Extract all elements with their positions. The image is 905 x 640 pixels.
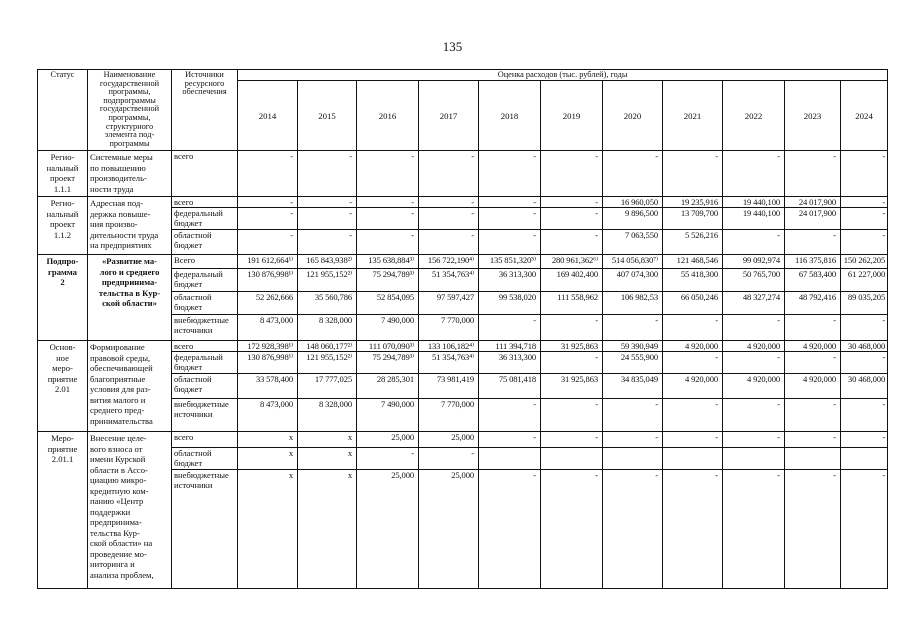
value-cell-2020: 9 896,500	[603, 208, 663, 230]
value-cell-2016: 7 490,000	[357, 315, 419, 341]
program-name-cell: Внесение целе- вого взноса от имени Курской области в Ассо- циацию микро- кредитную ком- панию «Центр поддержки предпринима- тельства Кур- ской области» на проведение мо- ниторинга и анализа проблем,	[88, 432, 172, 589]
value-cell-2023: 4 920,000	[785, 374, 841, 399]
budget-estimate-table	[37, 69, 888, 589]
table-row	[38, 151, 888, 197]
section-1	[38, 151, 888, 197]
value-cell-2016: 75 294,789³⁾	[357, 352, 419, 374]
value-cell-2018: 36 313,300	[479, 269, 541, 292]
value-cell-2015: x	[298, 470, 357, 589]
value-cell-2023: 24 017,900	[785, 208, 841, 230]
value-cell-2016: -	[357, 208, 419, 230]
value-cell-2014: -	[238, 197, 298, 208]
status-cell: Основ- ное меро- приятие 2.01	[38, 341, 88, 432]
program-name-cell: «Развитие ма- лого и среднего предпринима- тельства в Кур- ской области»	[88, 255, 172, 341]
value-cell-2024: -	[841, 352, 888, 374]
value-cell-2024: 150 262,205	[841, 255, 888, 269]
value-cell-2019: 111 558,962	[541, 292, 603, 315]
value-cell-2015: -	[298, 197, 357, 208]
value-cell-2023: -	[785, 399, 841, 432]
status-cell: Регио- нальный проект 1.1.1	[38, 151, 88, 197]
value-cell-2016: 75 294,789³⁾	[357, 269, 419, 292]
header-year-2018: 2018	[479, 81, 541, 151]
value-cell-2020: -	[603, 470, 663, 589]
value-cell-2021: 121 468,546	[663, 255, 723, 269]
value-cell-2016: 28 285,301	[357, 374, 419, 399]
value-cell-2019: -	[541, 208, 603, 230]
value-cell-2018: -	[479, 399, 541, 432]
header-year-2016: 2016	[357, 81, 419, 151]
value-cell-2017: 7 770,000	[419, 399, 479, 432]
program-name-cell: Системные меры по повышению производитель- ности труда	[88, 151, 172, 197]
value-cell-2022: 50 765,700	[723, 269, 785, 292]
value-cell-2014: x	[238, 470, 298, 589]
value-cell-2014: 52 262,666	[238, 292, 298, 315]
value-cell-2017: -	[419, 151, 479, 197]
value-cell-2019: -	[541, 470, 603, 589]
value-cell-2024: -	[841, 230, 888, 255]
header-year-2015: 2015	[298, 81, 357, 151]
value-cell-2018: -	[479, 230, 541, 255]
value-cell-2014: x	[238, 432, 298, 448]
value-cell-2024: 30 468,000	[841, 341, 888, 352]
source-cell: федеральный бюджет	[172, 352, 238, 374]
value-cell-2020: 7 063,550	[603, 230, 663, 255]
header-year-2019: 2019	[541, 81, 603, 151]
source-cell: Всего	[172, 255, 238, 269]
value-cell-2022: -	[723, 432, 785, 448]
value-cell-2023: 116 375,816	[785, 255, 841, 269]
value-cell-2019: -	[541, 432, 603, 448]
value-cell-2017: 25,000	[419, 432, 479, 448]
value-cell-2015: 8 328,000	[298, 399, 357, 432]
value-cell-2022: 99 092,974	[723, 255, 785, 269]
page-number: 135	[442, 39, 463, 54]
value-cell-2017: -	[419, 230, 479, 255]
value-cell-2023: -	[785, 352, 841, 374]
header-year-2022: 2022	[723, 81, 785, 151]
source-cell: всего	[172, 197, 238, 208]
value-cell-2014: 172 928,398¹⁾	[238, 341, 298, 352]
program-name-cell: Адресная под- держка повыше- ния произво- дительности труда на предприятиях	[88, 197, 172, 255]
header-row-top	[38, 70, 888, 81]
value-cell-2023: -	[785, 230, 841, 255]
value-cell-2014: x	[238, 448, 298, 470]
value-cell-2014: 130 876,998¹⁾	[238, 352, 298, 374]
value-cell-2017: 25,000	[419, 470, 479, 589]
header-sources: Источники ресурсного обеспечения	[172, 70, 238, 151]
value-cell-2021: -	[663, 352, 723, 374]
value-cell-2020: 514 056,830⁷⁾	[603, 255, 663, 269]
value-cell-2016: 7 490,000	[357, 399, 419, 432]
value-cell-2019: -	[541, 230, 603, 255]
source-cell: внебюджетные источники	[172, 399, 238, 432]
source-cell: внебюджетные источники	[172, 470, 238, 589]
value-cell-2016: 111 070,090³⁾	[357, 341, 419, 352]
section-2	[38, 197, 888, 255]
value-cell-2020: -	[603, 151, 663, 197]
value-cell-2018: 99 538,020	[479, 292, 541, 315]
value-cell-2024: -	[841, 197, 888, 208]
value-cell-2021: 66 050,246	[663, 292, 723, 315]
value-cell-2021: 5 526,216	[663, 230, 723, 255]
value-cell-2024: -	[841, 470, 888, 589]
value-cell-2022: -	[723, 470, 785, 589]
value-cell-2021: 19 235,916	[663, 197, 723, 208]
source-cell: федеральный бюджет	[172, 208, 238, 230]
value-cell-2022: -	[723, 399, 785, 432]
value-cell-2021: -	[663, 432, 723, 448]
value-cell-2023: 48 792,416	[785, 292, 841, 315]
value-cell-2019: -	[541, 151, 603, 197]
value-cell-2021: 4 920,000	[663, 341, 723, 352]
value-cell-2022: 4 920,000	[723, 374, 785, 399]
value-cell-2020: 106 982,53	[603, 292, 663, 315]
section-5	[38, 432, 888, 589]
value-cell-2019: 280 961,362⁶⁾	[541, 255, 603, 269]
value-cell-2020: -	[603, 315, 663, 341]
value-cell-2020: 407 074,300	[603, 269, 663, 292]
value-cell-2018: 36 313,300	[479, 352, 541, 374]
value-cell-2023: -	[785, 315, 841, 341]
table-row	[38, 197, 888, 208]
value-cell-2019: -	[541, 399, 603, 432]
value-cell-2020: -	[603, 399, 663, 432]
value-cell-2021: 13 709,700	[663, 208, 723, 230]
value-cell-2022: -	[723, 315, 785, 341]
value-cell-2022	[723, 448, 785, 470]
value-cell-2015: 8 328,000	[298, 315, 357, 341]
header-year-2014: 2014	[238, 81, 298, 151]
value-cell-2017: 156 722,190⁴⁾	[419, 255, 479, 269]
value-cell-2022: 4 920,000	[723, 341, 785, 352]
value-cell-2014: -	[238, 151, 298, 197]
value-cell-2016: -	[357, 151, 419, 197]
value-cell-2015: 35 560,786	[298, 292, 357, 315]
value-cell-2021: -	[663, 315, 723, 341]
value-cell-2022: 48 327,274	[723, 292, 785, 315]
value-cell-2020: 16 960,050	[603, 197, 663, 208]
value-cell-2018: -	[479, 151, 541, 197]
value-cell-2019: -	[541, 197, 603, 208]
value-cell-2022: -	[723, 230, 785, 255]
value-cell-2015: -	[298, 151, 357, 197]
table-row	[38, 255, 888, 269]
value-cell-2019: 31 925,863	[541, 341, 603, 352]
value-cell-2021: 55 418,300	[663, 269, 723, 292]
value-cell-2016: -	[357, 197, 419, 208]
value-cell-2018: -	[479, 197, 541, 208]
value-cell-2016: -	[357, 230, 419, 255]
value-cell-2021: -	[663, 151, 723, 197]
source-cell: областной бюджет	[172, 448, 238, 470]
header-estimate: Оценка расходов (тыс. рублей), годы	[238, 70, 888, 81]
value-cell-2017: 51 354,763⁴⁾	[419, 352, 479, 374]
value-cell-2020: 24 555,900	[603, 352, 663, 374]
value-cell-2022: -	[723, 151, 785, 197]
value-cell-2015: 148 060,177²⁾	[298, 341, 357, 352]
value-cell-2015: -	[298, 208, 357, 230]
value-cell-2023: -	[785, 432, 841, 448]
value-cell-2022: -	[723, 352, 785, 374]
value-cell-2014: 8 473,000	[238, 399, 298, 432]
value-cell-2024: 89 035,205	[841, 292, 888, 315]
value-cell-2018	[479, 448, 541, 470]
value-cell-2017: -	[419, 208, 479, 230]
value-cell-2021	[663, 448, 723, 470]
source-cell: областной бюджет	[172, 292, 238, 315]
value-cell-2023: 4 920,000	[785, 341, 841, 352]
value-cell-2018: 135 851,320⁵⁾	[479, 255, 541, 269]
value-cell-2016: 135 638,884³⁾	[357, 255, 419, 269]
value-cell-2015: x	[298, 432, 357, 448]
header-year-2017: 2017	[419, 81, 479, 151]
value-cell-2021: -	[663, 470, 723, 589]
header-year-2020: 2020	[603, 81, 663, 151]
value-cell-2020	[603, 448, 663, 470]
source-cell: областной бюджет	[172, 230, 238, 255]
value-cell-2018: -	[479, 315, 541, 341]
value-cell-2019: -	[541, 352, 603, 374]
source-cell: всего	[172, 151, 238, 197]
value-cell-2018: -	[479, 208, 541, 230]
value-cell-2018: 75 081,418	[479, 374, 541, 399]
header-name: Наименование государственной программы, подпрограммы государственной программы, структурного элемента под- программы	[88, 70, 172, 151]
value-cell-2019	[541, 448, 603, 470]
value-cell-2022: 19 440,100	[723, 197, 785, 208]
value-cell-2024: -	[841, 315, 888, 341]
table-row	[38, 341, 888, 352]
value-cell-2015: 17 777,025	[298, 374, 357, 399]
value-cell-2020: -	[603, 432, 663, 448]
program-name-cell: Формирование правовой среды, обеспечивающей благоприятные условия для раз- вития малого и среднего пред- принимательства	[88, 341, 172, 432]
table-row	[38, 432, 888, 448]
value-cell-2024: -	[841, 151, 888, 197]
value-cell-2021: 4 920,000	[663, 374, 723, 399]
value-cell-2024	[841, 448, 888, 470]
value-cell-2017: 97 597,427	[419, 292, 479, 315]
section-4	[38, 341, 888, 432]
value-cell-2015: x	[298, 448, 357, 470]
value-cell-2024: -	[841, 432, 888, 448]
value-cell-2014: 33 578,400	[238, 374, 298, 399]
value-cell-2014: 8 473,000	[238, 315, 298, 341]
table-header	[38, 70, 888, 151]
value-cell-2015: 121 955,152²⁾	[298, 269, 357, 292]
value-cell-2016: 52 854,095	[357, 292, 419, 315]
header-status: Статус	[38, 70, 88, 151]
value-cell-2019: -	[541, 315, 603, 341]
value-cell-2024: -	[841, 208, 888, 230]
value-cell-2022: 19 440,100	[723, 208, 785, 230]
status-cell: Регио- нальный проект 1.1.2	[38, 197, 88, 255]
value-cell-2024: 30 468,000	[841, 374, 888, 399]
value-cell-2014: -	[238, 208, 298, 230]
value-cell-2024: -	[841, 399, 888, 432]
value-cell-2021: -	[663, 399, 723, 432]
value-cell-2017: 51 354,763⁴⁾	[419, 269, 479, 292]
value-cell-2024: 61 227,000	[841, 269, 888, 292]
value-cell-2017: 73 981,419	[419, 374, 479, 399]
value-cell-2017: 7 770,000	[419, 315, 479, 341]
value-cell-2015: -	[298, 230, 357, 255]
source-cell: внебюджетные источники	[172, 315, 238, 341]
status-cell: Подпро- грамма 2	[38, 255, 88, 341]
value-cell-2023: -	[785, 151, 841, 197]
value-cell-2016: 25,000	[357, 470, 419, 589]
value-cell-2015: 121 955,152²⁾	[298, 352, 357, 374]
value-cell-2014: 130 876,998¹⁾	[238, 269, 298, 292]
status-cell: Меро- приятие 2.01.1	[38, 432, 88, 589]
value-cell-2020: 34 835,049	[603, 374, 663, 399]
value-cell-2014: -	[238, 230, 298, 255]
value-cell-2023	[785, 448, 841, 470]
value-cell-2016: -	[357, 448, 419, 470]
header-year-2024: 2024	[841, 81, 888, 151]
value-cell-2018: -	[479, 432, 541, 448]
section-3	[38, 255, 888, 341]
value-cell-2014: 191 612,664¹⁾	[238, 255, 298, 269]
source-cell: всего	[172, 341, 238, 352]
value-cell-2018: -	[479, 470, 541, 589]
value-cell-2019: 169 402,400	[541, 269, 603, 292]
value-cell-2020: 59 390,949	[603, 341, 663, 352]
value-cell-2019: 31 925,863	[541, 374, 603, 399]
value-cell-2023: -	[785, 470, 841, 589]
source-cell: федеральный бюджет	[172, 269, 238, 292]
header-year-2021: 2021	[663, 81, 723, 151]
value-cell-2016: 25,000	[357, 432, 419, 448]
value-cell-2023: 24 017,900	[785, 197, 841, 208]
value-cell-2017: -	[419, 448, 479, 470]
source-cell: областной бюджет	[172, 374, 238, 399]
value-cell-2018: 111 394,718	[479, 341, 541, 352]
value-cell-2017: 133 106,182⁴⁾	[419, 341, 479, 352]
source-cell: всего	[172, 432, 238, 448]
value-cell-2023: 67 583,400	[785, 269, 841, 292]
header-year-2023: 2023	[785, 81, 841, 151]
value-cell-2015: 165 843,938²⁾	[298, 255, 357, 269]
value-cell-2017: -	[419, 197, 479, 208]
